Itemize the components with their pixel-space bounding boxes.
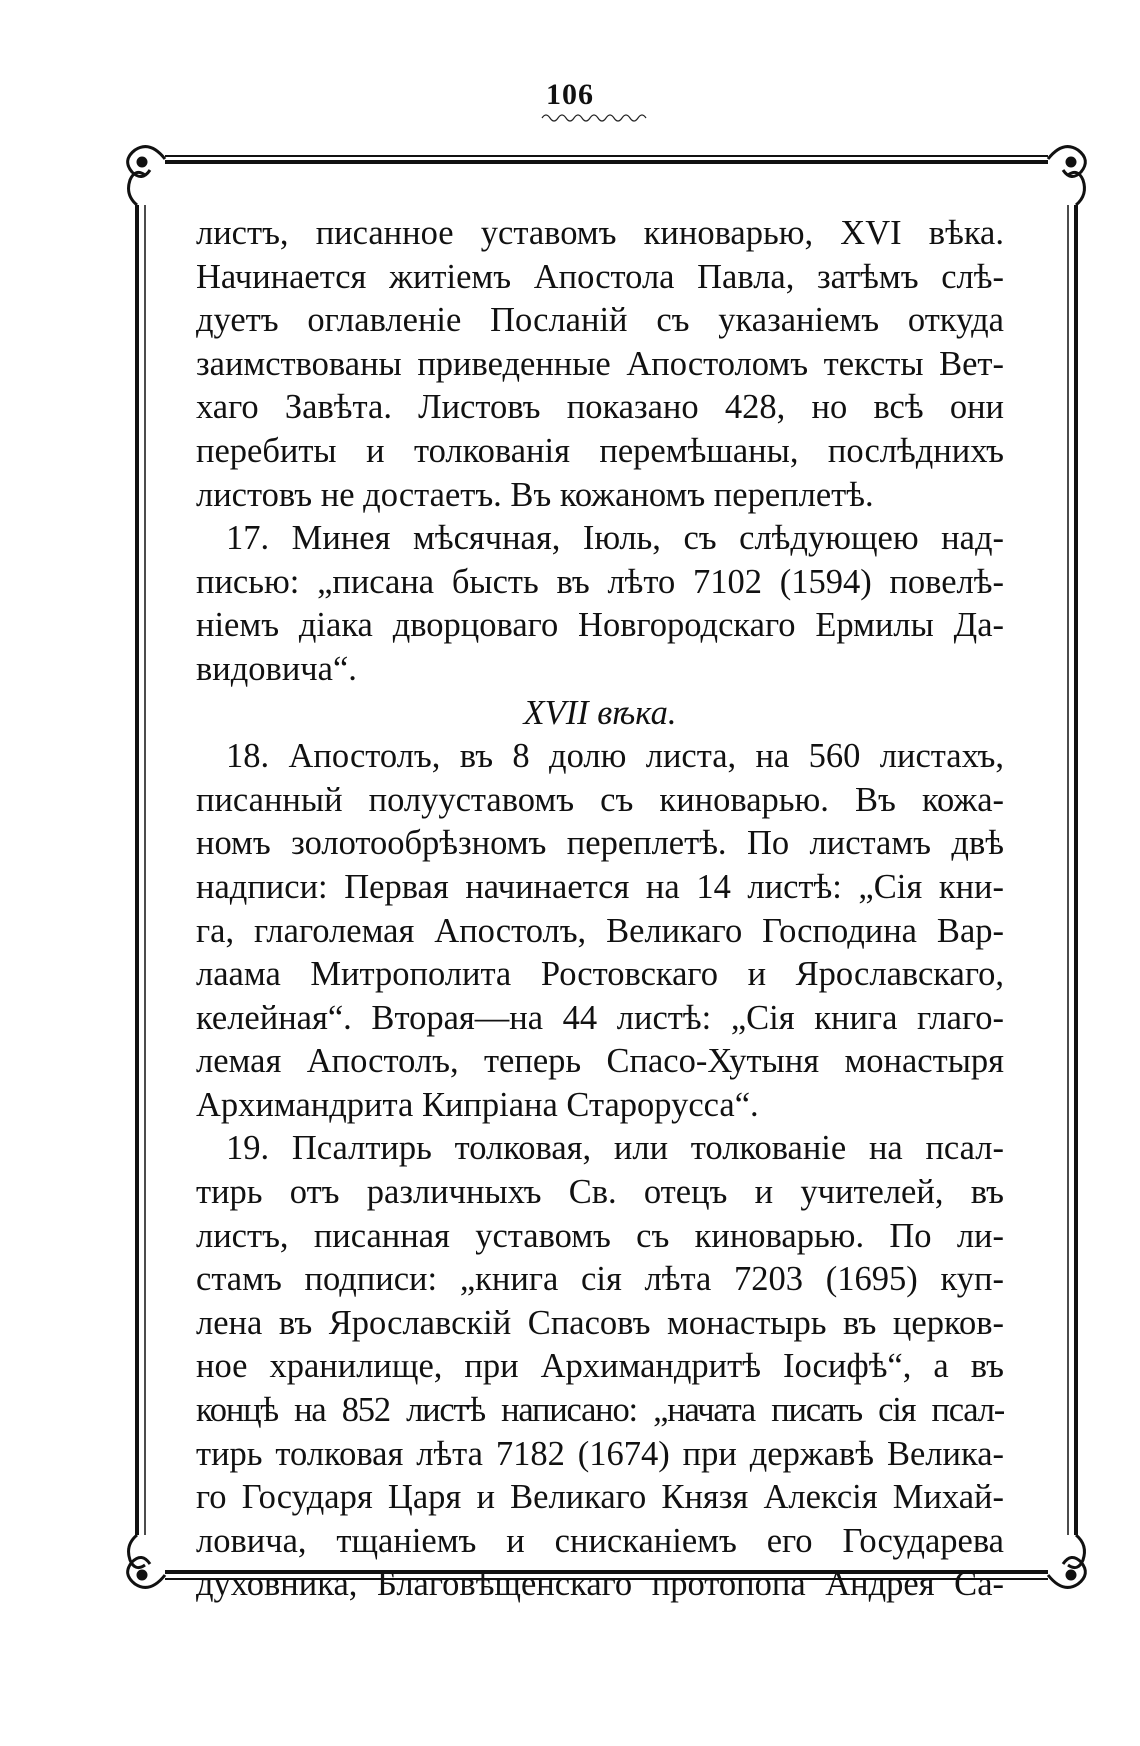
text-line: го Государя Царя и Великаго Князя Алексія Михай-	[196, 1478, 1004, 1517]
corner-ornament-bottom-right	[1048, 1535, 1085, 1587]
text-line: ніемъ діака дворцоваго Новгородскаго Ермилы Да-	[196, 606, 1004, 645]
text-line: надписи: Первая начинается на 14 листѣ: „Сія кни-	[196, 867, 1004, 906]
text-line: писанный полууставомъ съ киноварью. Въ кожа-	[196, 780, 1004, 819]
text-line: листъ, писанная уставомъ съ киноварью. По ли-	[196, 1216, 1004, 1255]
corner-ornament-top-left	[128, 147, 165, 205]
corner-ornament-bottom-left	[128, 1535, 165, 1587]
text-line: листовъ не достаетъ. Въ кожаномъ переплетѣ.	[196, 475, 874, 514]
text-line: стамъ подписи: „книга сія лѣта 7203 (1695) куп-	[196, 1260, 1004, 1299]
text-line: Архимандрита Кипріана Старорусса“.	[196, 1085, 759, 1124]
text-line: лемая Апостолъ, теперь Спасо-Хутыня монастыря	[196, 1042, 1004, 1081]
text-line: тирь отъ различныхъ Св. отецъ и учителей, въ	[196, 1173, 1004, 1212]
text-line: га, глаголемая Апостолъ, Великаго Господина Вар-	[196, 911, 1004, 950]
text-line: номъ золотообрѣзномъ переплетѣ. По листамъ двѣ	[196, 824, 1004, 863]
text-line: духовника, Благовѣщенскаго протопопа Андрея Са-	[196, 1565, 1004, 1604]
text-line: листъ, писанное уставомъ киноварью, XVI вѣка.	[196, 214, 1004, 252]
text-line: келейная“. Вторая—на 44 листѣ: „Сія книга глаго-	[196, 998, 1004, 1037]
entry-17-heading-line: 17. Минея мѣсячная, Іюль, съ слѣдующею над-	[226, 519, 1004, 558]
text-line: дуетъ оглавленіе Посланій съ указаніемъ откуда	[196, 301, 1004, 340]
text-line: ное хранилище, при Архимандритѣ Іосифѣ“, а въ	[196, 1347, 1004, 1386]
entry-19-heading-line: 19. Псалтирь толковая, или толкованіе на псал-	[226, 1129, 1004, 1168]
section-heading-xvii-century: XVII вѣка.	[523, 693, 677, 732]
text-line: концѣ на 852 листѣ написано: „начата писать сія псал-	[196, 1391, 1004, 1430]
page-number: 106	[546, 78, 594, 111]
text-line: перебиты и толкованія перемѣшаны, послѣднихъ	[196, 431, 1004, 470]
text-line: ловича, тщаніемъ и снисканіемъ его Государева	[196, 1521, 1004, 1560]
text-line: видовича“.	[196, 649, 357, 688]
text-line: тирь толковая лѣта 7182 (1674) при державѣ Велика-	[196, 1434, 1004, 1473]
text-line: Начинается житіемъ Апостола Павла, затѣмъ слѣ-	[196, 257, 1004, 296]
body-text	[196, 212, 1004, 1607]
text-line: заимствованы приведенные Апостоломъ тексты Вет-	[196, 344, 1004, 383]
text-line: лена въ Ярославскій Спасовъ монастырь въ церков-	[196, 1303, 1004, 1342]
entry-18-heading-line: 18. Апостолъ, въ 8 долю листа, на 560 листахъ,	[226, 737, 1004, 776]
text-line: писью: „писана бысть въ лѣто 7102 (1594) повелѣ-	[196, 562, 1004, 601]
text-line: лаама Митрополита Ростовскаго и Ярославскаго,	[196, 955, 1004, 994]
corner-ornament-top-right	[1048, 147, 1085, 205]
text-line: хаго Завѣта. Листовъ показано 428, но всѣ они	[196, 388, 1004, 427]
